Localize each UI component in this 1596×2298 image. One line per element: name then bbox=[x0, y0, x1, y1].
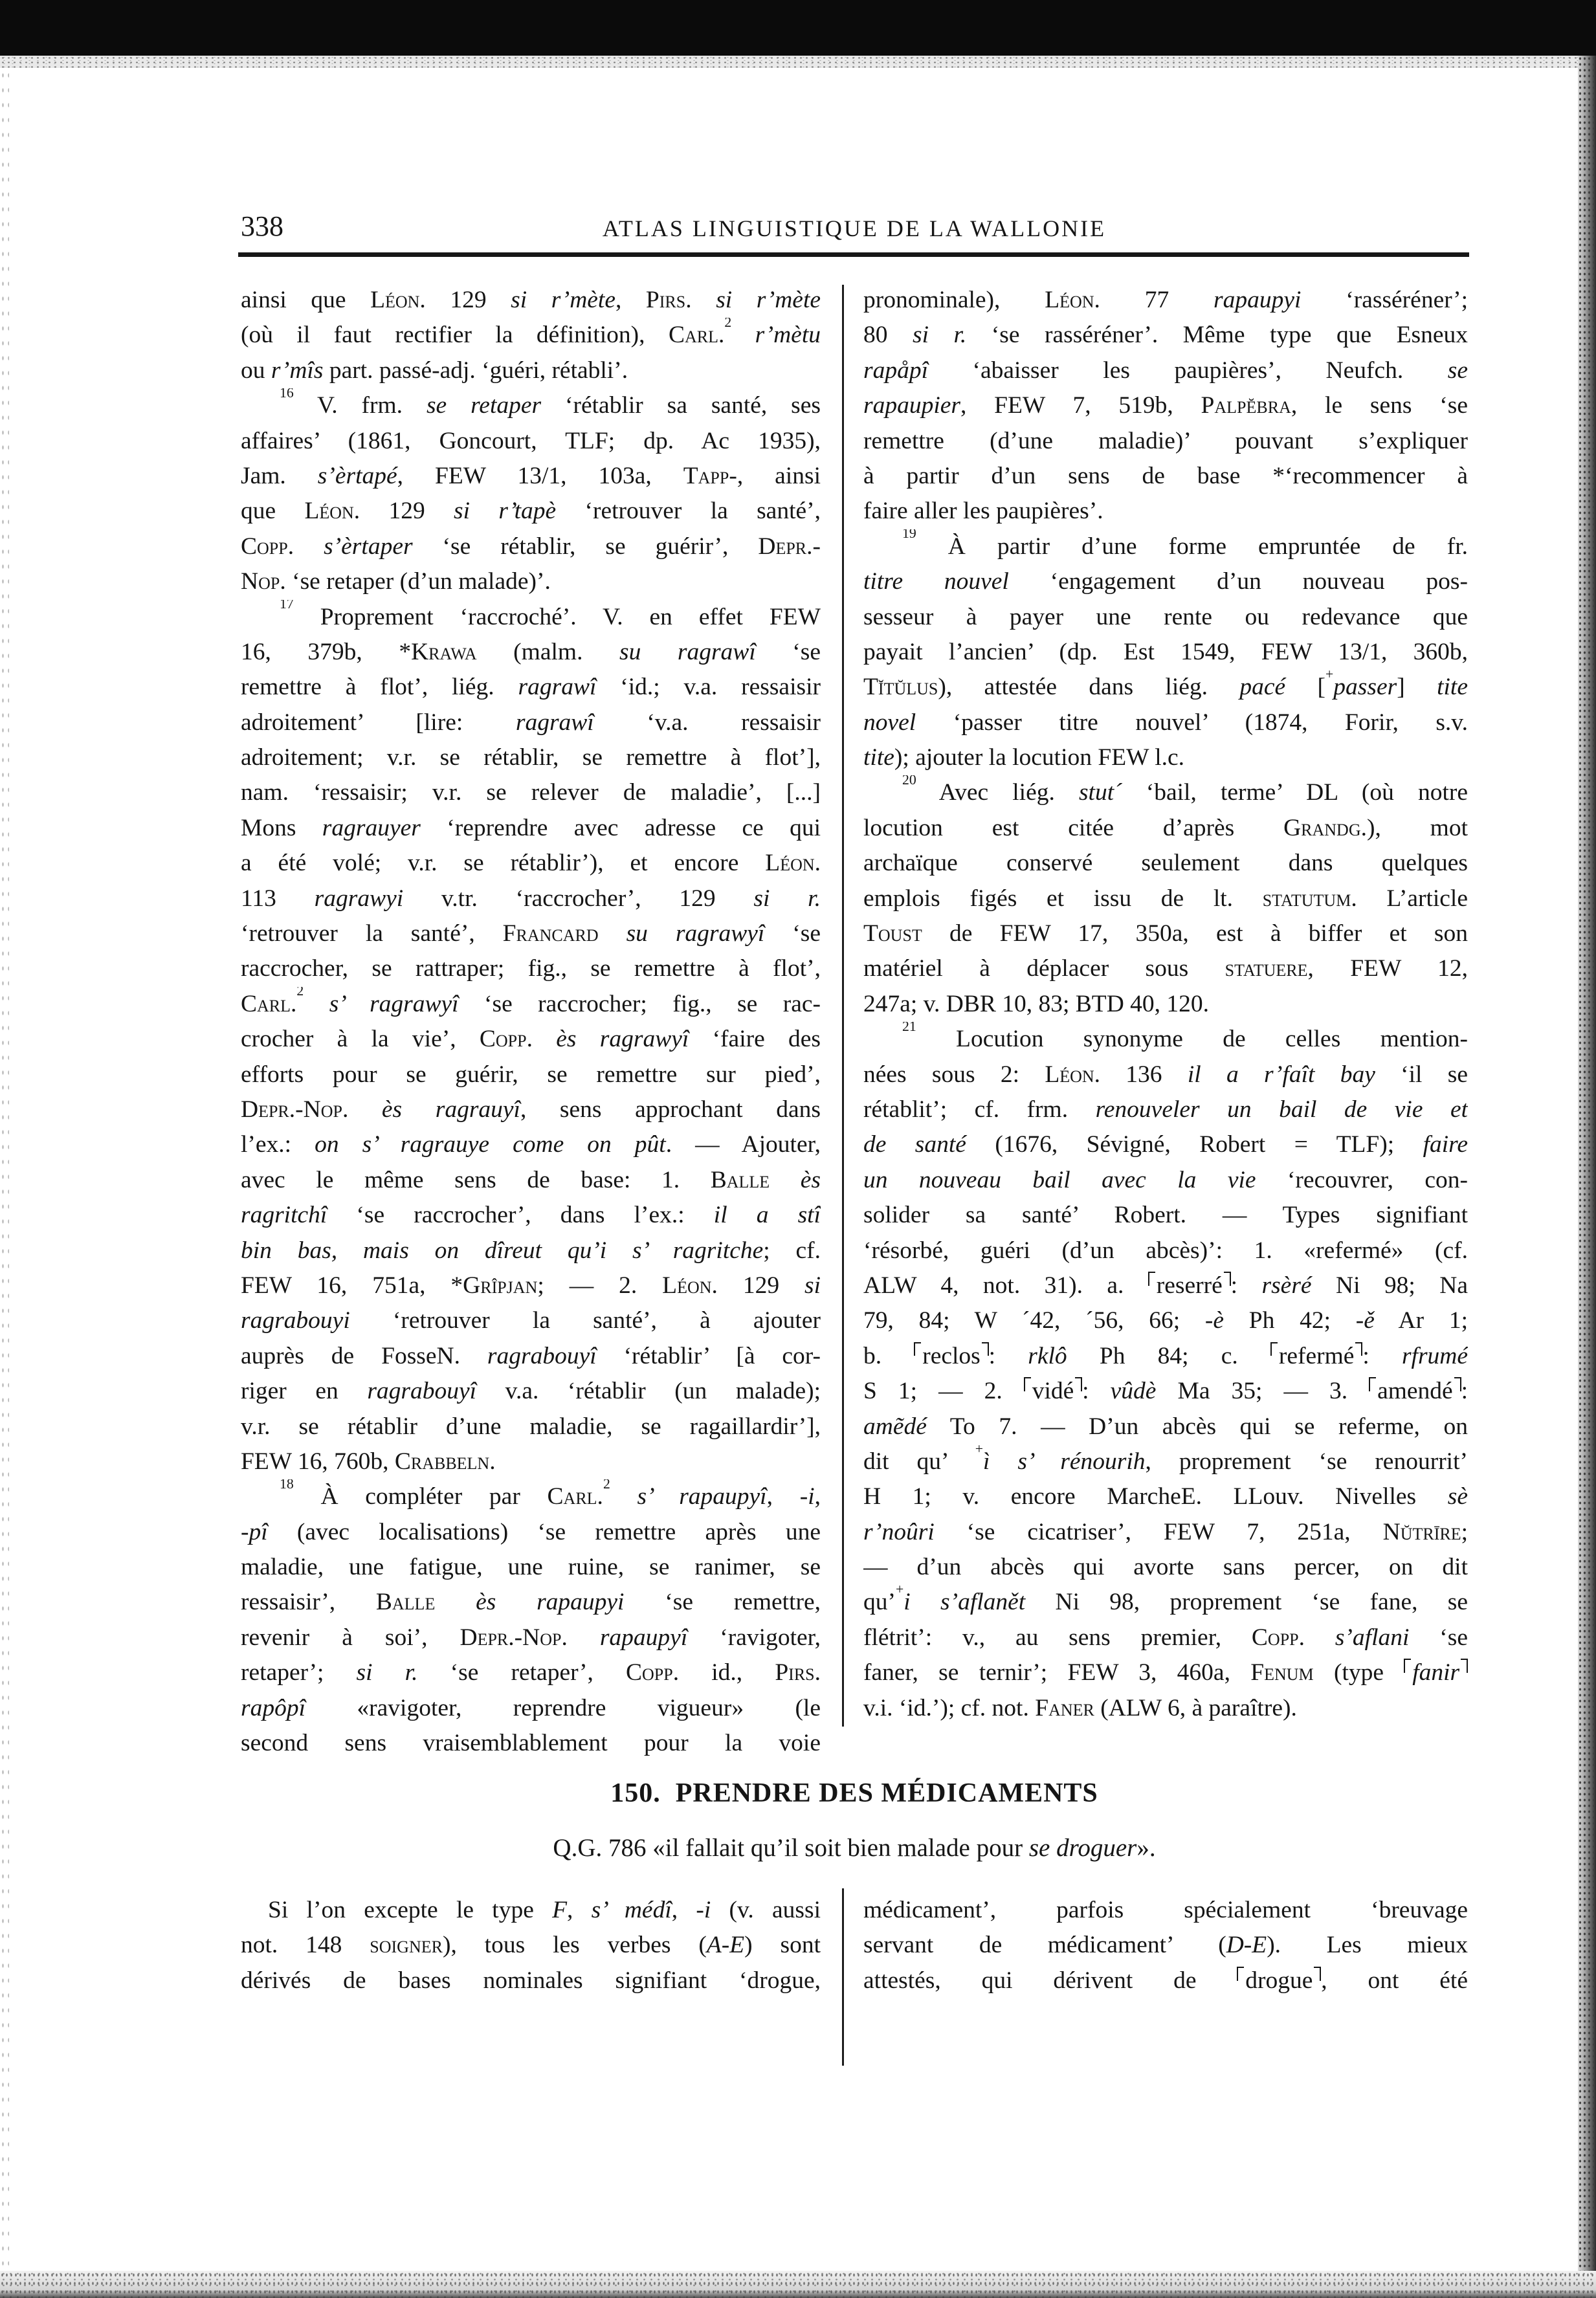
text-line: médicament’, parfois spécialement ‘breuvage bbox=[863, 1897, 1468, 1923]
text-line: Tĭtŭlus), attestée dans liég. pacé [+passer] tite bbox=[863, 670, 1468, 701]
text-line: adroitement’ [lire: ragrawî ‘v.a. ressaisir bbox=[241, 709, 821, 736]
left-column bbox=[241, 283, 821, 1761]
text-line: solider sa santé’ Robert. — Types signifiant bbox=[863, 1202, 1468, 1229]
text-line: bin bas, mais on dîreut qu’i s’ ragritche; cf. bbox=[241, 1237, 821, 1264]
text-line: $^{19}$ À partir d’une forme empruntée de fr. bbox=[902, 529, 1468, 560]
bottom-right-column bbox=[863, 1893, 1468, 1998]
text-line: archaïque conservé seulement dans quelques bbox=[863, 850, 1468, 877]
text-line: sesseur à payer une rente ou redevance que bbox=[863, 603, 1468, 630]
column-divider-bottom bbox=[842, 1888, 844, 2066]
text-line: b. reclos : rklô Ph 84; c. refermé : rfrumé bbox=[863, 1342, 1468, 1369]
right-column bbox=[863, 283, 1468, 1726]
text-line: 80 si r. ‘se rasséréner’. Même type que Esneux bbox=[863, 322, 1468, 349]
text-line: de santé (1676, Sévigné, Robert = TLF); faire bbox=[863, 1131, 1468, 1158]
text-line: locution est citée d’après Grandg.), mot bbox=[863, 814, 1468, 841]
text-line: nées sous 2: Léon. 136 il a r’faît bay ‘il se bbox=[863, 1061, 1468, 1088]
text-line: rapôpî «ravigoter, reprendre vigueur» (le bbox=[241, 1694, 821, 1721]
text-line: remettre à flot’, liég. ragrawî ‘id.; v.a. ressaisir bbox=[241, 674, 821, 701]
text-line: rapaupier, FEW 7, 519b, Palpĕbra, le sens ‘se bbox=[863, 392, 1468, 419]
text-line: revenir à soi’, Depr.-Nop. rapaupyî ‘ravigoter, bbox=[241, 1624, 821, 1651]
text-line: Nop. ‘se retaper (d’un malade)’. bbox=[241, 568, 551, 595]
text-line: attestés, qui dérivent de drogue , ont été bbox=[863, 1967, 1468, 1994]
text-line: ou r’mîs part. passé-adj. ‘guéri, rétabli’. bbox=[241, 357, 628, 384]
text-line: a été volé; v.r. se rétablir’), et encore Léon. bbox=[241, 850, 821, 877]
text-line: dérivés de bases nominales signifiant ‘drogue, bbox=[241, 1967, 821, 1994]
text-line: (où il faut rectifier la définition), Carl.$^2$ r’mètu bbox=[241, 318, 821, 349]
scan-artifact-bottom-band bbox=[0, 2271, 1596, 2298]
text-line: $^{20}$ Avec liég. stut´ ‘bail, terme’ DL (où notre bbox=[902, 775, 1468, 806]
text-line: remettre (d’une maladie)’ pouvant s’expliquer bbox=[863, 427, 1468, 454]
text-line: qu’+i s’aflanět Ni 98, proprement ‘se fane, se bbox=[863, 1585, 1468, 1616]
text-line: flétrit’: v., au sens premier, Copp. s’aflani ‘se bbox=[863, 1624, 1468, 1651]
text-line: servant de médicament’ (D-E). Les mieux bbox=[863, 1932, 1468, 1959]
text-line: matériel à déplacer sous statuere, FEW 12, bbox=[863, 955, 1468, 982]
text-line: H 1; v. encore MarcheE. LLouv. Nivelles sè bbox=[863, 1483, 1468, 1510]
text-line: rapåpî ‘abaisser les paupières’, Neufch. se bbox=[863, 357, 1468, 384]
text-line: ragritchî ‘se raccrocher’, dans l’ex.: il a stî bbox=[241, 1202, 821, 1229]
text-line: Depr.-Nop. ès ragrauyî, sens approchant dans bbox=[241, 1096, 821, 1123]
text-line: ainsi que Léon. 129 si r’mète, Pirs. si r’mète bbox=[241, 287, 821, 313]
text-line: efforts pour se guérir, se remettre sur pied’, bbox=[241, 1061, 821, 1088]
text-line: Carl.$^2$ s’ ragrawyî ‘se raccrocher; fig., se rac- bbox=[241, 986, 821, 1017]
text-line: rétablit’; cf. frm. renouveler un bail de vie et bbox=[863, 1096, 1468, 1123]
text-line: $^{17}$ Proprement ‘raccroché’. V. en effet FEW bbox=[280, 599, 821, 630]
text-line: un nouveau bail avec la vie ‘recouvrer, con- bbox=[863, 1166, 1468, 1193]
text-line: ‘résorbé, guéri (d’un abcès)’: 1. «refermé» (cf. bbox=[863, 1237, 1468, 1264]
text-line: 16, 379b, *Krawa (malm. su ragrawî ‘se bbox=[241, 638, 821, 665]
text-line: FEW 16, 751a, *Grîpjan; — 2. Léon. 129 si bbox=[241, 1272, 821, 1299]
text-line: FEW 16, 760b, Crabbeln. bbox=[241, 1448, 496, 1475]
text-line: not. 148 soigner), tous les verbes (A-E) sont bbox=[241, 1932, 821, 1959]
text-line: $^{16}$ V. frm. se retaper ‘rétablir sa santé, ses bbox=[280, 388, 821, 419]
text-line: à partir d’un sens de base *‘recommencer à bbox=[863, 462, 1468, 489]
text-line: l’ex.: on s’ ragrauye come on pût. — Ajouter, bbox=[241, 1131, 821, 1158]
page-number: 338 bbox=[241, 210, 283, 242]
text-line: ragrabouyi ‘retrouver la santé’, à ajouter bbox=[241, 1307, 821, 1334]
text-line: faner, se ternir’; FEW 3, 460a, Fenum (type fanir bbox=[863, 1655, 1468, 1690]
header-rule bbox=[238, 252, 1469, 257]
text-line: adroitement; v.r. se rétablir, se remettre à flot’], bbox=[241, 744, 821, 771]
section-heading: 150. PRENDRE DES MÉDICAMENTS bbox=[610, 1778, 1098, 1808]
text-line: 113 ragrawyi v.tr. ‘raccrocher’, 129 si r. bbox=[241, 885, 821, 912]
text-line: titre nouvel ‘engagement d’un nouveau pos- bbox=[863, 568, 1468, 595]
text-line: ALW 4, not. 31). a. reserré : rsèré Ni 98; Na bbox=[863, 1272, 1468, 1299]
text-line: payait l’ancien’ (dp. Est 1549, FEW 13/1, 360b, bbox=[863, 638, 1468, 665]
text-line: avec le même sens de base: 1. Balle ès bbox=[241, 1166, 821, 1193]
text-line: tite); ajouter la locution FEW l.c. bbox=[863, 744, 1185, 771]
text-line: faire aller les paupières’. bbox=[863, 498, 1103, 525]
text-line: v.i. ‘id.’); cf. not. Faner (ALW 6, à paraître). bbox=[863, 1694, 1297, 1721]
running-title: ATLAS LINGUISTIQUE DE LA WALLONIE bbox=[602, 215, 1107, 241]
text-line: Jam. s’èrtapé, FEW 13/1, 103a, Tapp-, ainsi bbox=[241, 462, 821, 489]
text-line: auprès de FosseN. ragrabouyî ‘rétablir’ [à cor- bbox=[241, 1342, 821, 1369]
text-line: second sens vraisemblablement pour la voie bbox=[241, 1730, 821, 1757]
text-line: raccrocher, se rattraper; fig., se remettre à flot’, bbox=[241, 955, 821, 982]
text-line: Copp. s’èrtaper ‘se rétablir, se guérir’, Depr.- bbox=[241, 533, 821, 560]
text-line: pronominale), Léon. 77 rapaupyi ‘rasséréner’; bbox=[863, 287, 1468, 313]
text-line: retaper’; si r. ‘se retaper’, Copp. id., Pirs. bbox=[241, 1659, 821, 1686]
text-line: Mons ragrauyer ‘reprendre avec adresse ce qui bbox=[241, 814, 821, 841]
text-line: ressaisir’, Balle ès rapaupyi ‘se remettre, bbox=[241, 1589, 821, 1616]
text-line: ‘retrouver la santé’, Francard su ragrawyî ‘se bbox=[241, 920, 821, 947]
text-line: nam. ‘ressaisir; v.r. se relever de maladie’, [...] bbox=[241, 779, 821, 806]
text-line: riger en ragrabouyî v.a. ‘rétablir (un malade); bbox=[241, 1378, 821, 1405]
text-line: S 1; — 2. vidé : vûdè Ma 35; — 3. amendé : bbox=[863, 1378, 1468, 1405]
text-line: crocher à la vie’, Copp. ès ragrawyî ‘faire des bbox=[241, 1026, 821, 1053]
bottom-left-column bbox=[241, 1893, 821, 1998]
scan-artifact-right-strip bbox=[1578, 56, 1596, 2298]
text-line: amẽdé To 7. — D’un abcès qui se referme, on bbox=[863, 1413, 1468, 1440]
text-line: dit qu’ +ì s’ rénourih, proprement ‘se renourrit’ bbox=[863, 1444, 1468, 1475]
text-line: que Léon. 129 si r’tapè ‘retrouver la santé’, bbox=[241, 498, 821, 525]
text-line: maladie, une fatigue, une ruine, se ranimer, se bbox=[241, 1554, 821, 1581]
text-line: v.r. se rétablir d’une maladie, se ragaillardir’], bbox=[241, 1413, 821, 1440]
text-line: $^{18}$ À compléter par Carl.$^2$ s’ rapaupyî, -i, bbox=[280, 1479, 821, 1510]
page-header bbox=[241, 211, 1468, 245]
scan-artifact-top-noise bbox=[0, 56, 1596, 68]
scan-artifact-left-speckle bbox=[0, 68, 9, 2298]
text-line: emplois figés et issu de lt. statutum. L’article bbox=[863, 885, 1468, 912]
text-line: novel ‘passer titre nouvel’ (1874, Forir, s.v. bbox=[863, 709, 1468, 736]
text-line: $^{21}$ Locution synonyme de celles mention- bbox=[902, 1022, 1468, 1053]
text-line: Si l’on excepte le type F, s’ médî, -i (v. aussi bbox=[268, 1897, 821, 1923]
scan-artifact-top-band bbox=[0, 0, 1596, 56]
text-line: 79, 84; W ´42, ´56, 66; -è Ph 42; -ě Ar 1; bbox=[863, 1307, 1468, 1334]
text-line: 247a; v. DBR 10, 83; BTD 40, 120. bbox=[863, 990, 1210, 1017]
text-line: affaires’ (1861, Goncourt, TLF; dp. Ac 1935), bbox=[241, 427, 821, 454]
text-line: Toust de FEW 17, 350a, est à biffer et son bbox=[863, 920, 1468, 947]
text-line: — d’un abcès qui avorte sans percer, on dit bbox=[863, 1554, 1468, 1581]
text-line: r’noûri ‘se cicatriser’, FEW 7, 251a, Nŭtrīre; bbox=[863, 1518, 1468, 1545]
column-divider bbox=[842, 285, 844, 1727]
text-line: -pî (avec localisations) ‘se remettre après une bbox=[241, 1518, 821, 1545]
section-subtitle: Q.G. 786 «il fallait qu’il soit bien malade pour se droguer». bbox=[553, 1834, 1156, 1862]
